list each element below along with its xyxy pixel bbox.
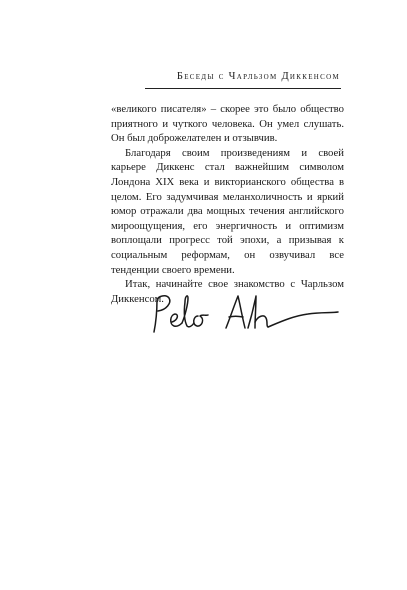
header-rule xyxy=(145,88,341,89)
paragraph-1: «великого писателя» – скорее это было общество приятного и чуткого человека. Он умел слушать. Он был доброжелателен и отзывчив. xyxy=(111,103,344,145)
body-text xyxy=(111,102,344,306)
paragraph-3: Итак, начинайте свое знакомство с Чарльзом Диккенсом. xyxy=(111,278,344,305)
paragraph-2: Благодаря своим произведениям и своей карьере Диккенс стал важнейшим символом Лондона XIX века и викторианского общества в целом. Его задумчивая меланхоличность и яркий юмор отражали два мощных течения английского мироощущения, его энергичность и оптимизм воплощали прогресс той эпохи, а призывая к социальным реформам, он озвучивал все тенденции своего времени. xyxy=(111,146,344,276)
running-header: Беседы с Чарльзом Диккенсом xyxy=(176,71,340,82)
author-signature xyxy=(148,292,344,342)
